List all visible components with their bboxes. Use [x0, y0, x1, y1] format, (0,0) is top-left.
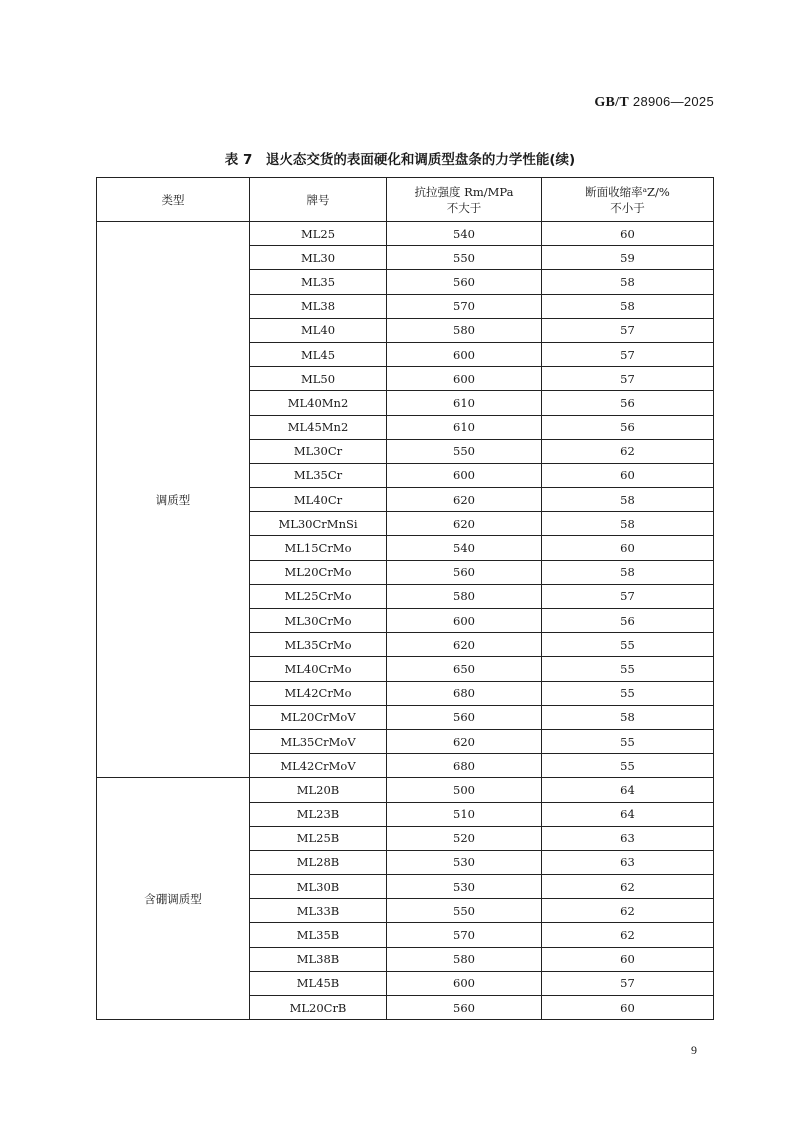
- reduction-of-area-cell: 59: [542, 246, 714, 270]
- tensile-strength-cell: 530: [387, 875, 542, 899]
- header-reduction-of-area-label: 断面收缩率ᵃZ/%: [585, 184, 670, 199]
- type-cell: 含硼调质型: [97, 778, 250, 1020]
- grade-cell: ML25: [250, 222, 387, 246]
- grade-cell: ML50: [250, 367, 387, 391]
- tensile-strength-cell: 540: [387, 222, 542, 246]
- reduction-of-area-cell: 60: [542, 536, 714, 560]
- reduction-of-area-cell: 60: [542, 996, 714, 1020]
- tensile-strength-cell: 560: [387, 996, 542, 1020]
- grade-cell: ML45Mn2: [250, 415, 387, 439]
- tensile-strength-cell: 510: [387, 802, 542, 826]
- grade-cell: ML30CrMo: [250, 609, 387, 633]
- tensile-strength-cell: 500: [387, 778, 542, 802]
- reduction-of-area-cell: 56: [542, 415, 714, 439]
- standard-prefix: GB/T: [594, 95, 629, 110]
- tensile-strength-cell: 620: [387, 729, 542, 753]
- tensile-strength-cell: 600: [387, 367, 542, 391]
- reduction-of-area-cell: 62: [542, 923, 714, 947]
- tensile-strength-cell: 600: [387, 463, 542, 487]
- mechanical-properties-table: [96, 177, 714, 1020]
- reduction-of-area-cell: 55: [542, 681, 714, 705]
- reduction-of-area-cell: 62: [542, 899, 714, 923]
- grade-cell: ML30CrMnSi: [250, 512, 387, 536]
- tensile-strength-cell: 540: [387, 536, 542, 560]
- tensile-strength-cell: 560: [387, 560, 542, 584]
- reduction-of-area-cell: 64: [542, 802, 714, 826]
- grade-cell: ML25B: [250, 826, 387, 850]
- reduction-of-area-cell: 57: [542, 342, 714, 366]
- grade-cell: ML25CrMo: [250, 584, 387, 608]
- tensile-strength-cell: 580: [387, 584, 542, 608]
- type-cell: 调质型: [97, 222, 250, 778]
- tensile-strength-cell: 550: [387, 246, 542, 270]
- header-type: 类型: [97, 178, 250, 222]
- table-row: [97, 778, 714, 802]
- grade-cell: ML33B: [250, 899, 387, 923]
- tensile-strength-cell: 680: [387, 754, 542, 778]
- tensile-strength-cell: 560: [387, 270, 542, 294]
- grade-cell: ML20CrMoV: [250, 705, 387, 729]
- reduction-of-area-cell: 60: [542, 463, 714, 487]
- tensile-strength-cell: 600: [387, 971, 542, 995]
- reduction-of-area-cell: 57: [542, 367, 714, 391]
- tensile-strength-cell: 560: [387, 705, 542, 729]
- grade-cell: ML40: [250, 318, 387, 342]
- grade-cell: ML20B: [250, 778, 387, 802]
- tensile-strength-cell: 580: [387, 318, 542, 342]
- tensile-strength-cell: 620: [387, 488, 542, 512]
- header-tensile-strength-limit: 不大于: [446, 200, 482, 215]
- reduction-of-area-cell: 56: [542, 609, 714, 633]
- header-reduction-of-area: [542, 178, 714, 222]
- reduction-of-area-cell: 55: [542, 633, 714, 657]
- tensile-strength-cell: 580: [387, 947, 542, 971]
- grade-cell: ML45B: [250, 971, 387, 995]
- grade-cell: ML35CrMo: [250, 633, 387, 657]
- tensile-strength-cell: 620: [387, 512, 542, 536]
- reduction-of-area-cell: 63: [542, 826, 714, 850]
- tensile-strength-cell: 530: [387, 850, 542, 874]
- reduction-of-area-cell: 60: [542, 947, 714, 971]
- tensile-strength-cell: 620: [387, 633, 542, 657]
- reduction-of-area-cell: 64: [542, 778, 714, 802]
- tensile-strength-cell: 610: [387, 415, 542, 439]
- tensile-strength-cell: 520: [387, 826, 542, 850]
- reduction-of-area-cell: 58: [542, 270, 714, 294]
- reduction-of-area-cell: 62: [542, 439, 714, 463]
- grade-cell: ML40Mn2: [250, 391, 387, 415]
- grade-cell: ML28B: [250, 850, 387, 874]
- header-reduction-of-area-limit: 不小于: [610, 200, 645, 215]
- grade-cell: ML42CrMo: [250, 681, 387, 705]
- grade-cell: ML30B: [250, 875, 387, 899]
- tensile-strength-cell: 610: [387, 391, 542, 415]
- grade-cell: ML23B: [250, 802, 387, 826]
- grade-cell: ML20CrB: [250, 996, 387, 1020]
- header-tensile-strength-label: 抗拉强度 Rm/MPa: [414, 184, 514, 199]
- grade-cell: ML35Cr: [250, 463, 387, 487]
- reduction-of-area-cell: 57: [542, 318, 714, 342]
- table-caption: 表 7 退火态交货的表面硬化和调质型盘条的力学性能(续): [224, 152, 576, 168]
- grade-cell: ML20CrMo: [250, 560, 387, 584]
- page-number: 9: [691, 1043, 697, 1057]
- standard-number: 28906—2025: [632, 94, 714, 109]
- reduction-of-area-cell: 56: [542, 391, 714, 415]
- grade-cell: ML38B: [250, 947, 387, 971]
- table-header-row: [97, 178, 714, 222]
- grade-cell: ML45: [250, 342, 387, 366]
- header-grade: 牌号: [250, 178, 387, 222]
- reduction-of-area-cell: 62: [542, 875, 714, 899]
- grade-cell: ML42CrMoV: [250, 754, 387, 778]
- tensile-strength-cell: 570: [387, 294, 542, 318]
- grade-cell: ML38: [250, 294, 387, 318]
- tensile-strength-cell: 680: [387, 681, 542, 705]
- reduction-of-area-cell: 55: [542, 754, 714, 778]
- header-tensile-strength: [387, 178, 542, 222]
- tensile-strength-cell: 650: [387, 657, 542, 681]
- grade-cell: ML35: [250, 270, 387, 294]
- reduction-of-area-cell: 57: [542, 584, 714, 608]
- grade-cell: ML40Cr: [250, 488, 387, 512]
- reduction-of-area-cell: 58: [542, 560, 714, 584]
- table-body: [97, 222, 714, 1020]
- reduction-of-area-cell: 63: [542, 850, 714, 874]
- reduction-of-area-cell: 57: [542, 971, 714, 995]
- reduction-of-area-cell: 55: [542, 657, 714, 681]
- tensile-strength-cell: 570: [387, 923, 542, 947]
- reduction-of-area-cell: 58: [542, 512, 714, 536]
- tensile-strength-cell: 550: [387, 439, 542, 463]
- table-row: [97, 222, 714, 246]
- reduction-of-area-cell: 58: [542, 488, 714, 512]
- grade-cell: ML35CrMoV: [250, 729, 387, 753]
- reduction-of-area-cell: 58: [542, 705, 714, 729]
- reduction-of-area-cell: 58: [542, 294, 714, 318]
- tensile-strength-cell: 550: [387, 899, 542, 923]
- tensile-strength-cell: 600: [387, 342, 542, 366]
- reduction-of-area-cell: 60: [542, 222, 714, 246]
- grade-cell: ML30Cr: [250, 439, 387, 463]
- standard-code: [594, 94, 714, 111]
- tensile-strength-cell: 600: [387, 609, 542, 633]
- grade-cell: ML30: [250, 246, 387, 270]
- grade-cell: ML40CrMo: [250, 657, 387, 681]
- grade-cell: ML35B: [250, 923, 387, 947]
- reduction-of-area-cell: 55: [542, 729, 714, 753]
- grade-cell: ML15CrMo: [250, 536, 387, 560]
